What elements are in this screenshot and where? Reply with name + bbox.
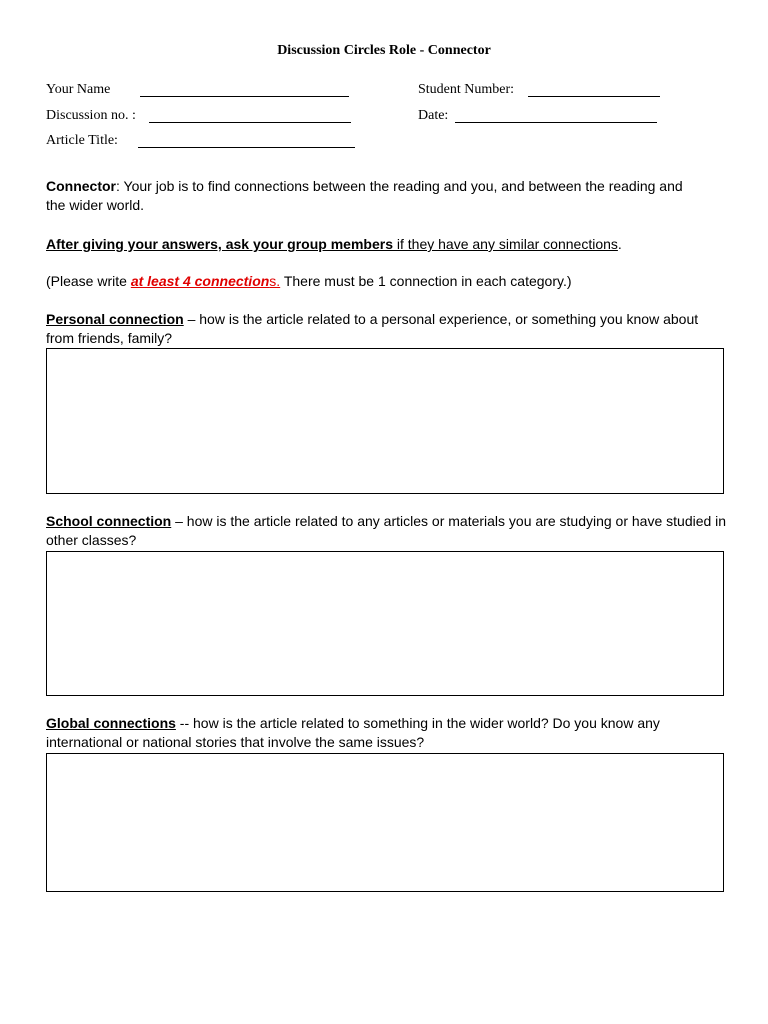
personal-connection-answer-box[interactable]	[46, 348, 724, 494]
requirement-prefix: (Please write	[46, 273, 131, 289]
requirement-suffix: There must be 1 connection in each category.)	[280, 273, 572, 289]
instruction-rest: if they have any similar connections	[393, 236, 618, 252]
school-connection-answer-box[interactable]	[46, 551, 724, 696]
instruction-end: .	[617, 236, 622, 252]
student-number-field[interactable]	[528, 96, 660, 97]
instruction-paragraph	[46, 235, 726, 254]
date-label: Date:	[418, 108, 449, 123]
article-title-label: Article Title:	[46, 133, 118, 148]
section-heading: Personal connection	[46, 311, 184, 327]
page-title: Discussion Circles Role - Connector	[277, 43, 491, 58]
requirement-emphasis: at least 4 connection	[130, 273, 270, 289]
requirement-emphasis-s: s.	[269, 273, 281, 289]
personal-connection-prompt	[46, 310, 728, 348]
your-name-label: Your Name	[46, 82, 111, 97]
section-heading: School connection	[46, 513, 172, 529]
student-number-label: Student Number:	[418, 82, 515, 97]
discussion-no-field[interactable]	[149, 122, 351, 123]
global-connections-answer-box[interactable]	[46, 753, 724, 892]
section-text: -- how is the article related to something in the wider world? Do you know any international or national stories that involve the same issues?	[46, 715, 660, 750]
instruction-bold: After giving your answers, ask your group members	[46, 236, 393, 252]
intro-paragraph	[46, 177, 686, 215]
article-title-field[interactable]	[138, 147, 355, 148]
global-connections-prompt	[46, 714, 728, 752]
role-name: Connector	[46, 178, 116, 194]
discussion-no-label: Discussion no. :	[46, 108, 136, 123]
your-name-field[interactable]	[140, 96, 349, 97]
section-text: – how is the article related to a personal experience, or something you know about from friends, family?	[46, 311, 699, 346]
section-text: – how is the article related to any articles or materials you are studying or have studied in other classes?	[46, 513, 727, 548]
school-connection-prompt	[46, 512, 728, 550]
date-field[interactable]	[455, 122, 657, 123]
intro-text: : Your job is to find connections between the reading and you, and between the reading and the wider world.	[46, 178, 683, 213]
section-heading: Global connections	[46, 715, 176, 731]
requirement-paragraph	[46, 272, 726, 291]
